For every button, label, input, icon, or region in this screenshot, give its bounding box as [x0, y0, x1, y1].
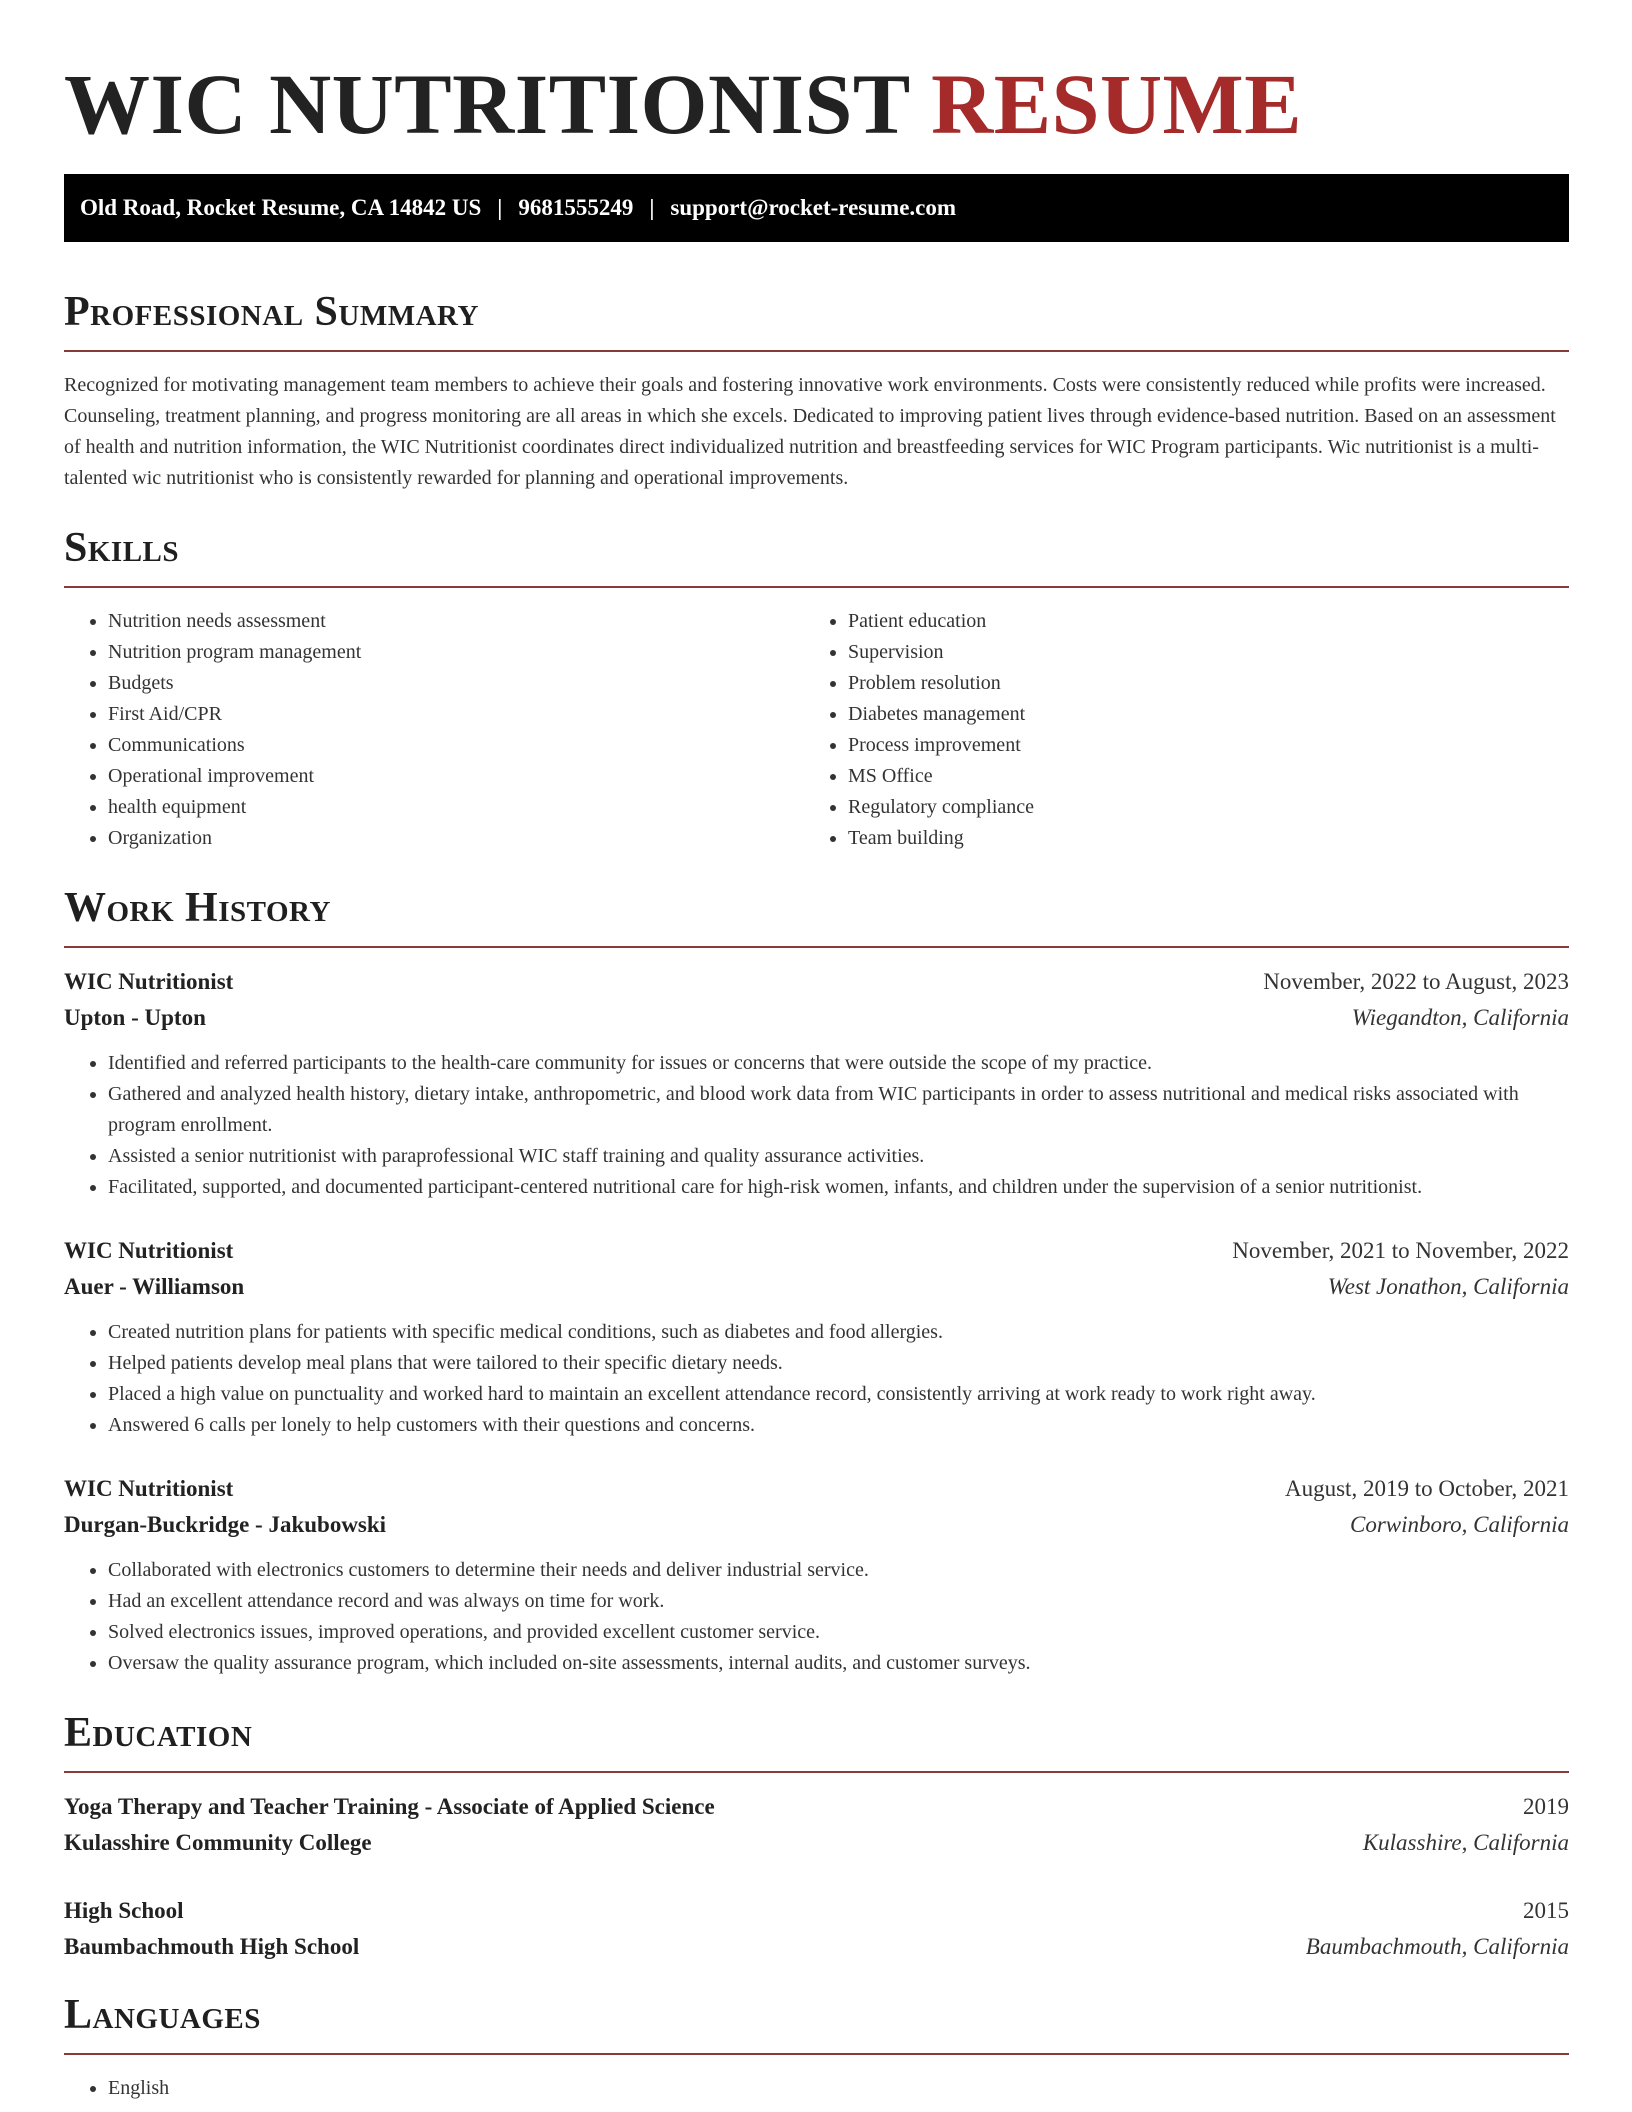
job-entry: [64, 1233, 1569, 1441]
job-bullet: • Facilitated, supported, and documented participant-centered nutritional care for high-risk women, infants, and children under the supervision of a senior nutritionist.: [108, 1172, 1569, 1203]
education-school: Kulasshire Community College: [64, 1830, 372, 1855]
job-bullet: • Assisted a senior nutritionist with paraprofessional WIC staff training and quality assurance activities.: [108, 1141, 1569, 1172]
skills-heading: Skills: [64, 525, 180, 571]
education-location: Kulasshire, California: [1362, 1830, 1569, 1855]
skill-item: • Organization: [108, 823, 804, 854]
skill-item: • MS Office: [848, 761, 1544, 792]
job-company: Durgan-Buckridge - Jakubowski: [64, 1512, 387, 1537]
job-bullet: • Placed a high value on punctuality and worked hard to maintain an excellent attendance record, consistently arriving at work ready to work right away.: [108, 1379, 1569, 1410]
education-school: Baumbachmouth High School: [64, 1934, 360, 1959]
job-dates: November, 2021 to November, 2022: [1232, 1238, 1569, 1263]
job-location: Corwinboro, California: [1350, 1512, 1569, 1537]
skill-item: • Problem resolution: [848, 668, 1544, 699]
skills-grid: [64, 606, 1569, 854]
skills-section: [64, 524, 1569, 854]
job-entry: [64, 964, 1569, 1203]
education-heading: Education: [64, 1710, 253, 1756]
contact-separator: |: [497, 195, 503, 220]
languages-list: [64, 2073, 1569, 2104]
contact-separator: |: [649, 195, 655, 220]
job-bullet: • Oversaw the quality assurance program, which included on-site assessments, internal audits, and customer surveys.: [108, 1648, 1569, 1679]
job-bullet: • Had an excellent attendance record and was always on time for work.: [108, 1586, 1569, 1617]
education-entry: [64, 1893, 1569, 1965]
job-header-row: [64, 964, 1569, 1000]
section-divider: [64, 946, 1569, 948]
job-bullet: • Solved electronics issues, improved operations, and provided excellent customer service.: [108, 1617, 1569, 1648]
job-location: West Jonathon, California: [1327, 1274, 1569, 1299]
job-company: Upton - Upton: [64, 1005, 206, 1030]
skill-item: • health equipment: [108, 792, 804, 823]
title-main: WIC NUTRITIONIST: [64, 56, 910, 152]
education-section: [64, 1709, 1569, 1965]
job-company-row: [64, 1269, 1569, 1305]
job-title: WIC Nutritionist: [64, 969, 234, 994]
job-bullets: [64, 1317, 1569, 1441]
section-divider: [64, 1771, 1569, 1773]
job-company: Auer - Williamson: [64, 1274, 245, 1299]
skill-item: • Budgets: [108, 668, 804, 699]
languages-heading: Languages: [64, 1992, 261, 2038]
skill-item: • Communications: [108, 730, 804, 761]
job-bullet: • Created nutrition plans for patients with specific medical conditions, such as diabetes and food allergies.: [108, 1317, 1569, 1348]
job-location: Wiegandton, California: [1351, 1005, 1569, 1030]
job-company-row: [64, 1000, 1569, 1036]
job-title: WIC Nutritionist: [64, 1476, 234, 1501]
job-bullet: • Identified and referred participants to the health-care community for issues or concerns that were outside the scope of my practice.: [108, 1048, 1569, 1079]
job-company-row: [64, 1507, 1569, 1543]
skill-item: • Regulatory compliance: [848, 792, 1544, 823]
contact-address: Old Road, Rocket Resume, CA 14842 US: [80, 195, 482, 220]
job-header-row: [64, 1471, 1569, 1507]
skill-item: • Team building: [848, 823, 1544, 854]
skill-item: • Operational improvement: [108, 761, 804, 792]
section-divider: [64, 586, 1569, 588]
resume-title: [64, 58, 1569, 150]
summary-text: Recognized for motivating management team members to achieve their goals and fostering innovative work environments. Costs were consistently reduced while profits were increased. Counseling, treatment planning, and progress monitoring are all areas in which she excels. Dedicated to improving patient lives through evidence-based nutrition. Based on an assessment of health and nutrition information, the WIC Nutritionist coordinates direct individualized nutrition and breastfeeding services for WIC Program participants. Wic nutritionist is a multi-talented wic nutritionist who is consistently rewarded for planning and operational improvements.: [64, 374, 1556, 489]
job-bullets: [64, 1048, 1569, 1203]
education-degree-row: [64, 1893, 1569, 1929]
work-heading: Work History: [64, 885, 331, 931]
languages-section: [64, 1991, 1569, 2104]
resume-page: [64, 0, 1569, 2104]
summary-section: [64, 288, 1569, 494]
job-bullet: • Collaborated with electronics customers to determine their needs and deliver industrial service.: [108, 1555, 1569, 1586]
job-header-row: [64, 1233, 1569, 1269]
skill-item: • Supervision: [848, 637, 1544, 668]
skill-item: • Nutrition program management: [108, 637, 804, 668]
contact-email: support@rocket-resume.com: [670, 195, 957, 220]
education-degree: High School: [64, 1898, 184, 1923]
skill-item: • Diabetes management: [848, 699, 1544, 730]
job-bullet: • Helped patients develop meal plans that were tailored to their specific dietary needs.: [108, 1348, 1569, 1379]
education-school-row: [64, 1929, 1569, 1965]
job-bullet: • Gathered and analyzed health history, dietary intake, anthropometric, and blood work data from WIC participants in order to assess nutritional and medical risks associated with program enrollment.: [108, 1079, 1569, 1141]
education-entry: [64, 1789, 1569, 1861]
skill-item: • First Aid/CPR: [108, 699, 804, 730]
job-bullet: • Answered 6 calls per lonely to help customers with their questions and concerns.: [108, 1410, 1569, 1441]
education-school-row: [64, 1825, 1569, 1861]
summary-heading: Professional Summary: [64, 289, 479, 335]
education-degree: Yoga Therapy and Teacher Training - Associate of Applied Science: [64, 1794, 715, 1819]
job-entry: [64, 1471, 1569, 1679]
skill-item: • Nutrition needs assessment: [108, 606, 804, 637]
education-year: 2015: [1523, 1898, 1569, 1923]
skills-right-list: [804, 606, 1544, 854]
skills-left-list: [64, 606, 804, 854]
education-degree-row: [64, 1789, 1569, 1825]
section-divider: [64, 2053, 1569, 2055]
education-year: 2019: [1523, 1794, 1569, 1819]
job-dates: November, 2022 to August, 2023: [1263, 969, 1569, 994]
job-bullets: [64, 1555, 1569, 1679]
job-dates: August, 2019 to October, 2021: [1285, 1476, 1569, 1501]
skill-item: • Process improvement: [848, 730, 1544, 761]
job-title: WIC Nutritionist: [64, 1238, 234, 1263]
language-item: • English: [108, 2073, 1569, 2104]
contact-phone: 9681555249: [518, 195, 634, 220]
section-divider: [64, 350, 1569, 352]
work-section: [64, 884, 1569, 1679]
title-accent: RESUME: [931, 56, 1303, 152]
education-location: Baumbachmouth, California: [1305, 1934, 1569, 1959]
skill-item: • Patient education: [848, 606, 1544, 637]
contact-bar: [64, 174, 1569, 242]
